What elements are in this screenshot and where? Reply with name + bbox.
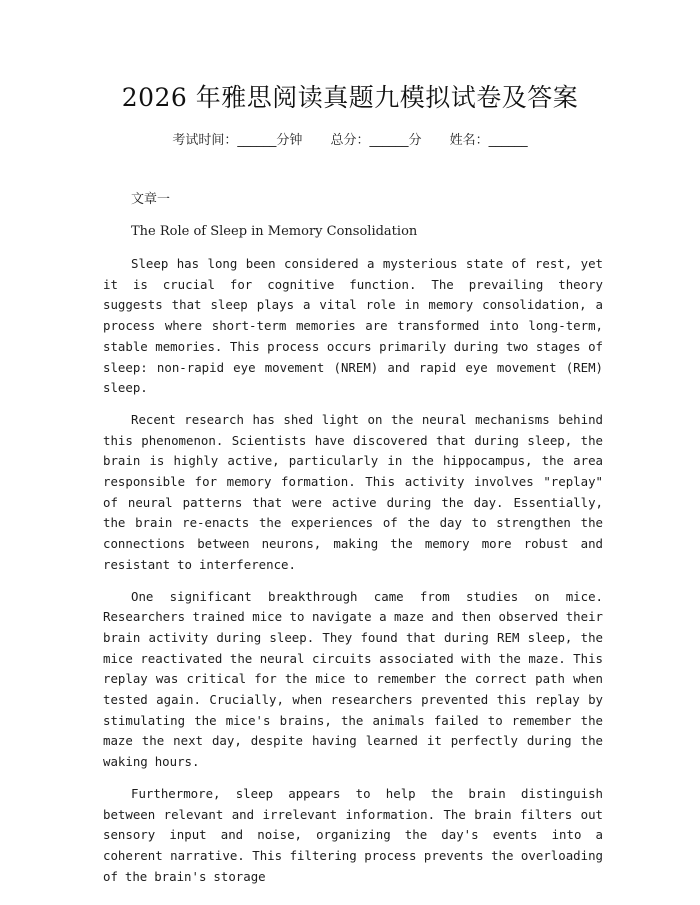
total-score-label: 总分： — [330, 133, 370, 148]
name-field — [450, 131, 528, 151]
document-title: 2026 年雅思阅读真题九模拟试卷及答案 — [121, 83, 579, 112]
document-body — [103, 190, 603, 898]
total-score-unit: 分 — [408, 133, 422, 148]
exam-time-label: 考试时间： — [172, 133, 238, 148]
exam-time-blank: ______ — [237, 133, 277, 148]
exam-time-unit: 分钟 — [276, 133, 303, 148]
name-blank: ______ — [488, 133, 528, 148]
exam-info-line — [0, 131, 700, 151]
name-label: 姓名： — [449, 133, 489, 148]
section-label: 文章一 — [131, 192, 171, 207]
paragraph: Furthermore, sleep appears to help the brain distinguish between relevant and irrelevant information. The brain filters out sensory input and noise, organizing the day's events into a coherent narrative. This filtering process prevents the overloading of the brain's storage — [103, 785, 603, 884]
total-score-field — [330, 131, 421, 151]
paragraph: One significant breakthrough came from studies on mice. Researchers trained mice to navigate a maze and then observed their brain activity during sleep. They found that during REM sleep, the mice reactivated the neural circuits associated with the maze. This replay was critical for the mice to remember the correct path when tested again. Crucially, when researchers prevented this replay by stimulating the mice's brains, the animals failed to remember the maze the next day, despite having learned it perfectly during the waking hours. — [103, 588, 603, 770]
paragraph: Recent research has shed light on the neural mechanisms behind this phenomenon. Scientists have discovered that during sleep, the brain is highly active, particularly in the hippocampus, the area responsible for memory formation. This activity involves "replay" of neural patterns that were active during the day. Essentially, the brain re-enacts the experiences of the day to strengthen the connections between neurons, making the memory more robust and resistant to interference. — [103, 411, 603, 572]
exam-time-field — [172, 131, 302, 151]
total-score-blank: ______ — [369, 133, 409, 148]
paragraph: Sleep has long been considered a mysterious state of rest, yet it is crucial for cognitive function. The prevailing theory suggests that sleep plays a vital role in memory consolidation, a process where short-term memories are transformed into long-term, stable memories. This process occurs primarily during two stages of sleep: non-rapid eye movement (NREM) and rapid eye movement (REM) sleep. — [103, 256, 603, 396]
article-title: The Role of Sleep in Memory Consolidation — [131, 224, 418, 239]
